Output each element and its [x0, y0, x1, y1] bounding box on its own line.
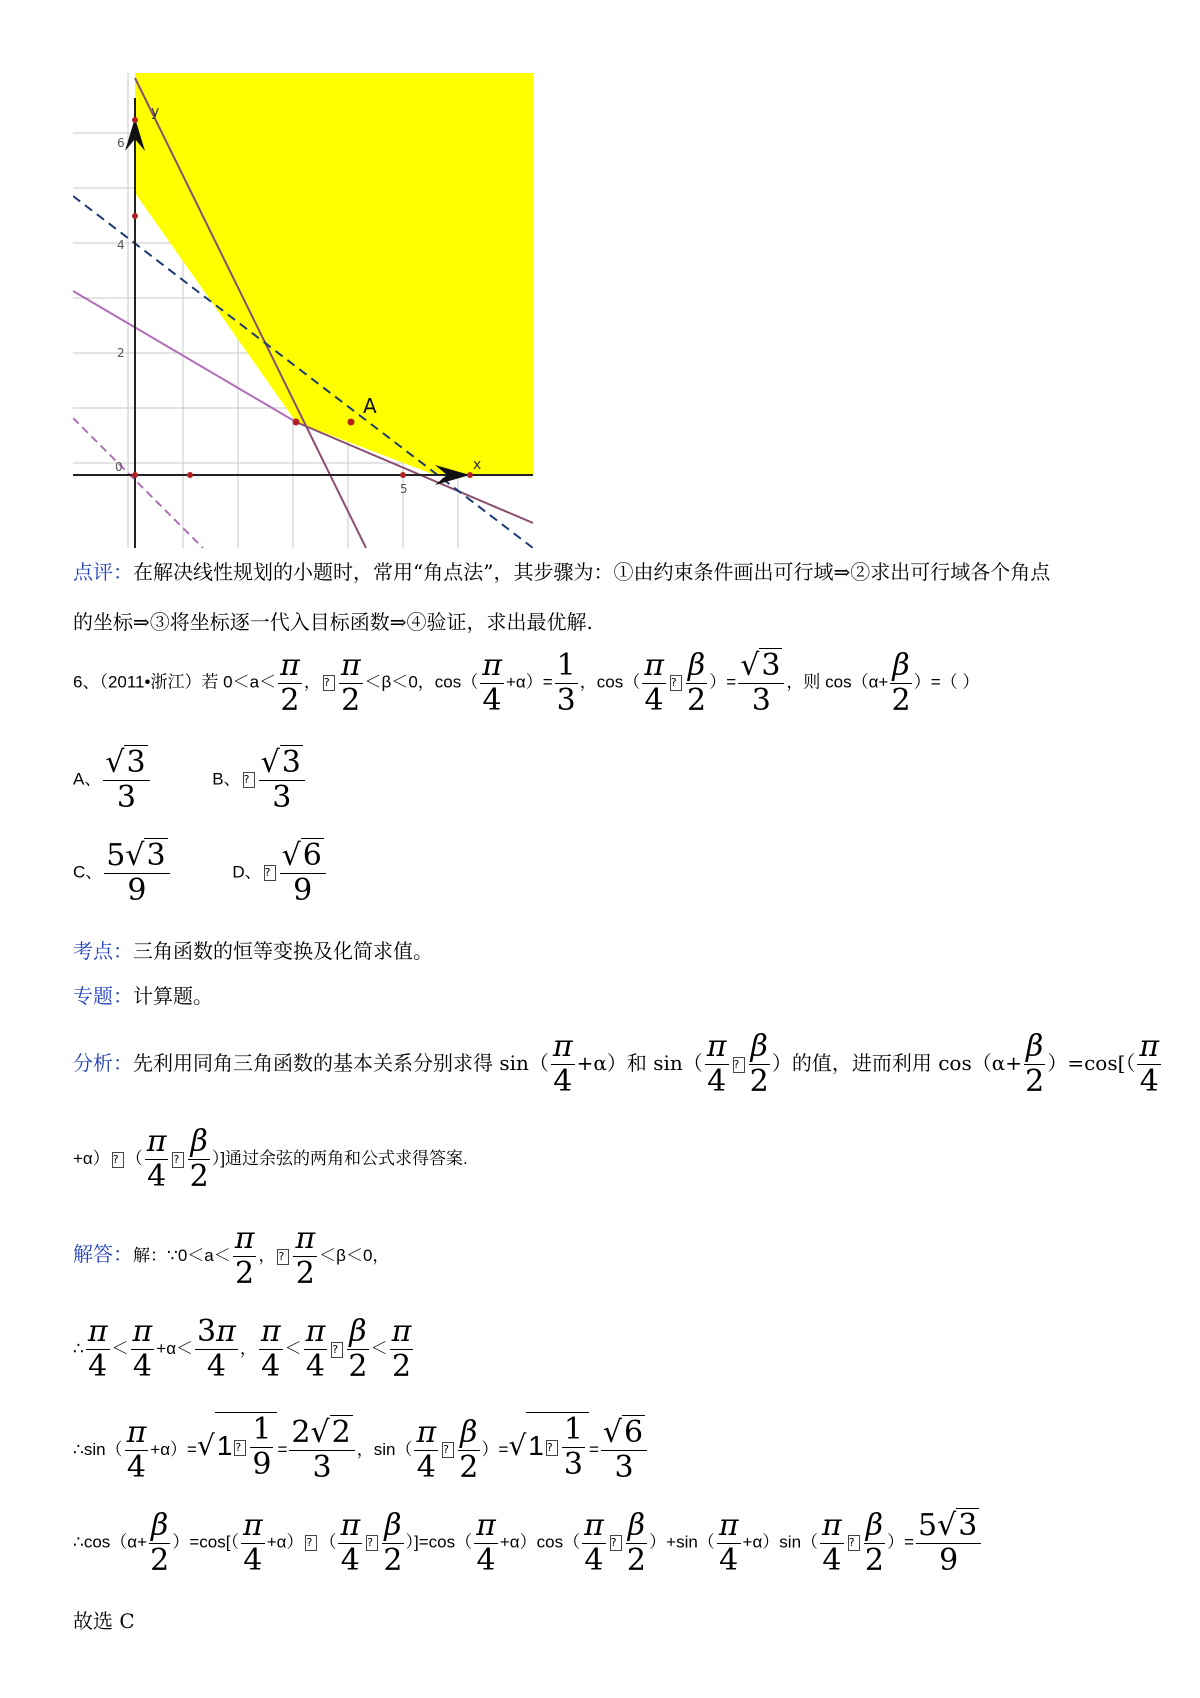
option-a[interactable]: A、 $\frac{√3}{3}$ — [73, 745, 152, 815]
y-tick-6: 6 — [117, 136, 125, 150]
feasible-region-graph — [73, 73, 533, 548]
topic: 专题：计算题。 — [73, 984, 213, 1008]
analysis-line-1: 分析：先利用同角三角函数的基本关系分别求得 sin（ $\frac{\pi}{4}$ +α）和 sin（ $\frac{\pi}{4}$ ? $\frac{\beta}{2}$ ）的值，进而利用 cos（α+ $\frac{\beta}{2}$ ）=cos[（ $\frac{\pi}{4}$ — [73, 1029, 1160, 1099]
option-b[interactable]: B、 ? $\frac{√3}{3}$ — [212, 745, 307, 815]
x-tick-5: 5 — [400, 482, 408, 496]
frac-pi-2: $\frac{\pi}{2}$ — [340, 647, 361, 718]
answer-line-3: ∴sin（ $\frac{\pi}{4}$ +α）=√1 ? $\frac{1}{9}$ = $\frac{2√2}{3}$ ，sin（ $\frac{\pi}{4}$ ? $\frac{\beta}{2}$ ）=√1 ? $\frac{1}{3}$ = $\frac{√6}{3}$ — [73, 1412, 649, 1485]
option-d[interactable]: D、 ? $\frac{√6}{9}$ — [232, 838, 328, 908]
option-c[interactable]: C、 $\frac{5√3}{9}$ — [73, 838, 172, 908]
answer-line-4: ∴cos（α+ $\frac{\beta}{2}$ ）=cos[（ $\frac{\pi}{4}$ +α） ? （ $\frac{\pi}{4}$ ? $\frac{\beta}{2}$ ）]=cos（ $\frac{\pi}{4}$ +α）cos（ $\frac{\pi}{4}$ ? $\frac{\beta}{2}$ ）+sin（ $\frac{\pi}{4}$ +α）sin（ $\frac{\pi}{4}$ ? $\frac{\beta}{2}$ ）= $\frac{5√3}{9}$ — [73, 1508, 983, 1578]
comment-line-2: 的坐标⇒③将坐标逐一代入目标函数⇒④验证，求出最优解. — [73, 610, 593, 634]
answer-line-1: 解答：解：∵0＜a＜ $\frac{\pi}{2}$ ， ? $\frac{\pi}{2}$ ＜β＜0， — [73, 1221, 390, 1291]
frac-pi-2: $\frac{\pi}{2}$ — [280, 647, 300, 718]
options-row-1 — [73, 745, 363, 815]
options-row-2 — [73, 838, 384, 908]
comment-line-1: 点评：在解决线性规划的小题时，常用“角点法”，其步骤为：①由约束条件画出可行域⇒②求出可行域各个角点 — [73, 560, 1051, 584]
knowledge-point: 考点：三角函数的恒等变换及化简求值。 — [73, 939, 433, 963]
y-tick-2: 2 — [117, 346, 125, 360]
y-axis-label: y — [151, 104, 160, 120]
x-tick-0: 0 — [115, 460, 123, 474]
answer-line-2: ∴ $\frac{\pi}{4}$ ＜ $\frac{\pi}{4}$ +α＜ $\frac{3\pi}{4}$ ， $\frac{\pi}{4}$ ＜ $\frac{\pi}{4}$ ? $\frac{\beta}{2}$ ＜ $\frac{\pi}{2}$ — [73, 1314, 412, 1384]
analysis-line-2: +α） ? （ $\frac{\pi}{4}$ ? $\frac{\beta}{2}$ ）]通过余弦的两角和公式求得答案. — [73, 1124, 468, 1194]
y-tick-4: 4 — [117, 238, 125, 252]
question-6: 6、（2011•浙江）若 0＜a＜ $\frac{\pi}{2}$ ， ? $\frac{\pi}{2}$ ＜β＜0，cos（ $\frac{\pi}{4}$ +α）= $\frac{1}{3}$ ，cos（ $\frac{\pi}{4}$ ? $\frac{\beta}{2}$ ）= $\frac{√3}{3}$ ，则 cos（α+ $\frac{\beta}{2}$ ）=（ ） — [73, 647, 980, 718]
conclusion: 故选 C — [73, 1609, 135, 1633]
feasible-region — [135, 73, 533, 475]
x-axis-label: x — [473, 457, 482, 473]
point-a-label: A — [363, 394, 377, 418]
